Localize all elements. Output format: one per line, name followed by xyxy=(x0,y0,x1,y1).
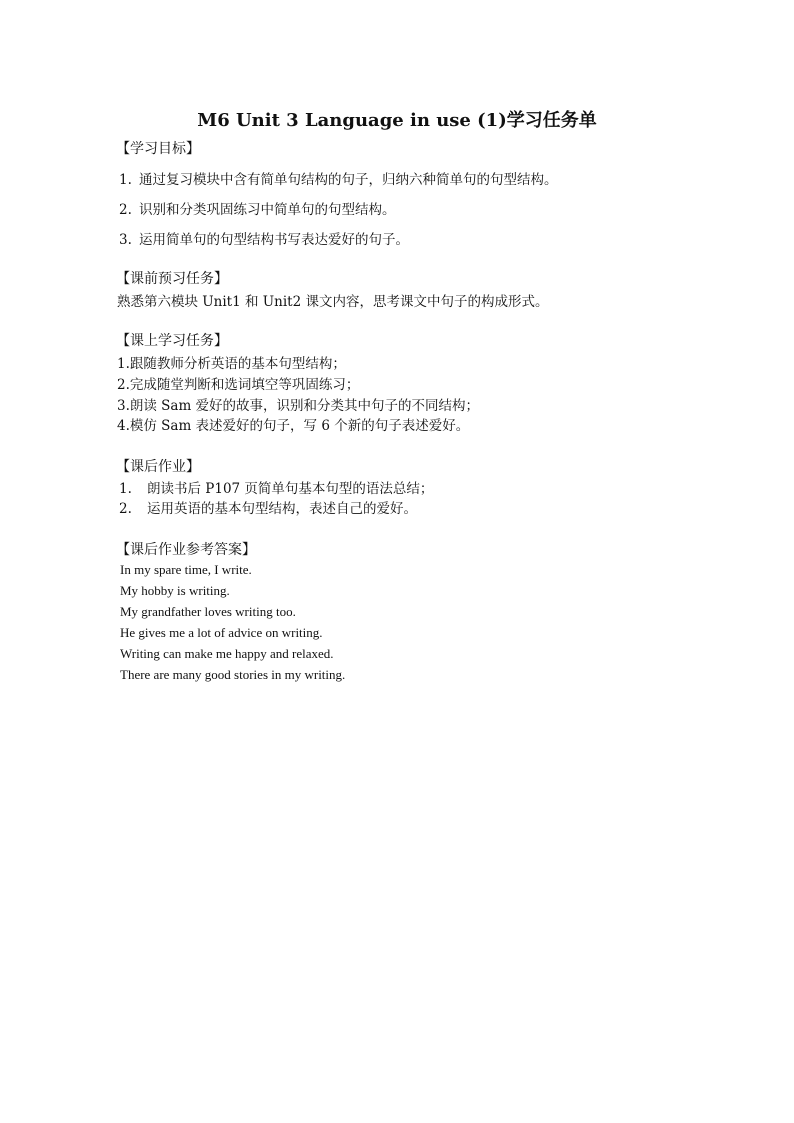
homework-item xyxy=(119,497,417,517)
answers-heading: 【课后作业参考答案】 xyxy=(116,542,256,558)
objective-item xyxy=(119,198,396,218)
objectives-heading: 【学习目标】 xyxy=(116,141,200,157)
homework-item xyxy=(119,477,433,497)
objective-item xyxy=(119,228,409,248)
inclass-item: 1.跟随教师分析英语的基本句型结构； xyxy=(117,356,346,372)
homework-text: 运用英语的基本句型结构，表述自己的爱好。 xyxy=(147,501,417,517)
objective-number: 3. xyxy=(119,232,132,248)
preview-heading: 【课前预习任务】 xyxy=(116,271,228,287)
homework-text: 朗读书后 P107 页简单句基本句型的语法总结； xyxy=(147,481,434,497)
answer-line: There are many good stories in my writing. xyxy=(120,667,346,682)
homework-number: 2. xyxy=(119,501,132,517)
preview-text: 熟悉第六模块 Unit1 和 Unit2 课文内容，思考课文中句子的构成形式。 xyxy=(117,294,549,310)
objective-text: 运用简单句的句型结构书写表达爱好的句子。 xyxy=(139,232,409,248)
inclass-heading: 【课上学习任务】 xyxy=(116,333,228,349)
objective-text: 通过复习模块中含有简单句结构的句子，归纳六种简单句的句型结构。 xyxy=(139,172,558,188)
homework-heading: 【课后作业】 xyxy=(116,459,200,475)
answer-line: Writing can make me happy and relaxed. xyxy=(120,646,334,661)
homework-number: 1. xyxy=(119,481,132,497)
answer-line: My grandfather loves writing too. xyxy=(120,604,296,619)
objective-item xyxy=(119,168,558,188)
inclass-item: 2.完成随堂判断和选词填空等巩固练习； xyxy=(117,377,360,393)
objective-number: 1. xyxy=(119,172,132,188)
answer-line: He gives me a lot of advice on writing. xyxy=(120,625,323,640)
objective-number: 2. xyxy=(119,202,132,218)
inclass-item: 4.模仿 Sam 表述爱好的句子，写 6 个新的句子表述爱好。 xyxy=(117,418,470,434)
answer-line: My hobby is writing. xyxy=(120,583,230,598)
answer-line: In my spare time, I write. xyxy=(120,562,252,577)
objective-text: 识别和分类巩固练习中简单句的句型结构。 xyxy=(139,202,396,218)
page-title: M6 Unit 3 Language in use (1)学习任务单 xyxy=(197,110,597,131)
inclass-item: 3.朗读 Sam 爱好的故事，识别和分类其中句子的不同结构； xyxy=(117,398,480,414)
